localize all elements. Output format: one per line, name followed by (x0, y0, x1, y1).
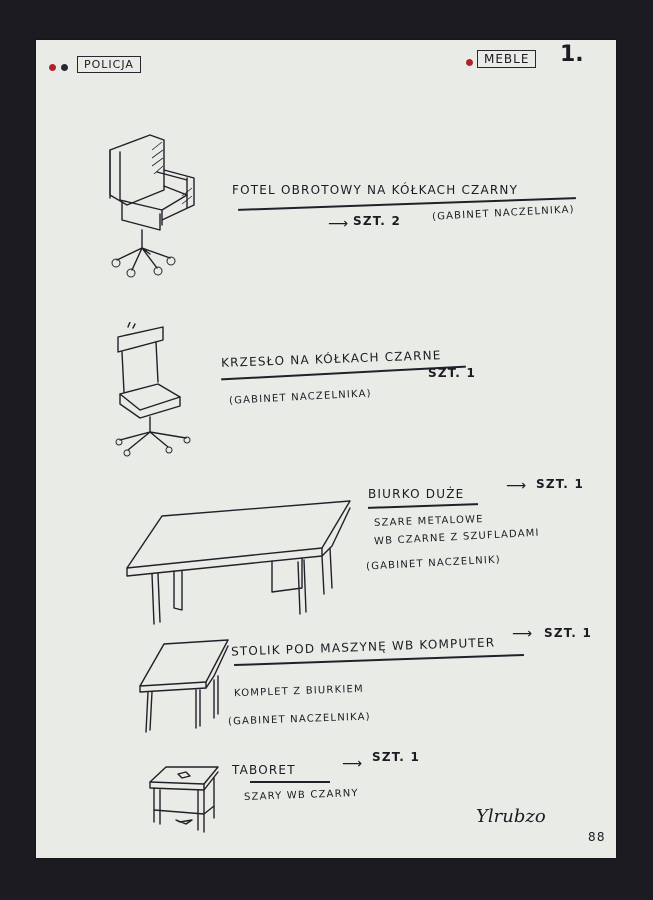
item-1-arrow-icon: ⟶ (328, 216, 350, 232)
desk-sketch (122, 496, 362, 636)
armchair-sketch (102, 130, 212, 290)
item-1-name: FOTEL OBROTOWY NA KÓŁKACH CZARNY (232, 183, 519, 197)
item-5-underline (250, 781, 330, 783)
item-3-name: BIURKO DUŻE (368, 487, 465, 501)
item-4-quantity: SZT. 1 (544, 626, 592, 640)
stool-sketch (146, 762, 226, 842)
item-4-note: (GABINET NACZELNIKA) (227, 711, 371, 728)
item-4-name: STOLIK POD MASZYNĘ WB KOMPUTER (230, 635, 496, 659)
item-2-name: KRZESŁO NA KÓŁKACH CZARNE (220, 348, 442, 370)
item-3-underline (368, 503, 478, 508)
page-number: 1. (560, 42, 584, 67)
item-2-quantity: SZT. 1 (428, 366, 476, 380)
folio-number: 88 (588, 830, 606, 844)
category-tag-meble: MEBLE (477, 50, 536, 68)
office-chair-sketch (108, 322, 198, 462)
signature: Ylrubzo (476, 806, 546, 827)
document-sheet (36, 40, 616, 858)
red-marker-dot (49, 64, 56, 71)
dark-marker-dot (61, 64, 68, 71)
red-marker-dot-right (466, 59, 473, 66)
item-5-quantity: SZT. 1 (372, 750, 420, 764)
section-tag-policja: POLICJA (77, 56, 141, 73)
item-3-note: (GABINET NACZELNIK) (365, 554, 502, 573)
item-3-desc-1: SZARE METALOWE (373, 514, 484, 529)
item-2-note: (GABINET NACZELNIKA) (228, 388, 373, 407)
item-5-arrow-icon: ⟶ (342, 756, 364, 772)
item-5-desc-1: SZARY WB CZARNY (243, 788, 359, 803)
item-3-desc-2: WB CZARNE Z SZUFLADAMI (373, 527, 540, 548)
item-3-arrow-icon: ⟶ (506, 478, 528, 494)
item-5-name: TABORET (232, 763, 296, 777)
item-4-arrow-icon: ⟶ (512, 626, 534, 642)
item-4-desc-1: KOMPLET Z BIURKIEM (233, 683, 365, 700)
item-1-note: (GABINET NACZELNIKA) (431, 204, 576, 223)
item-3-quantity: SZT. 1 (536, 477, 584, 491)
item-1-quantity: SZT. 2 (353, 214, 401, 228)
